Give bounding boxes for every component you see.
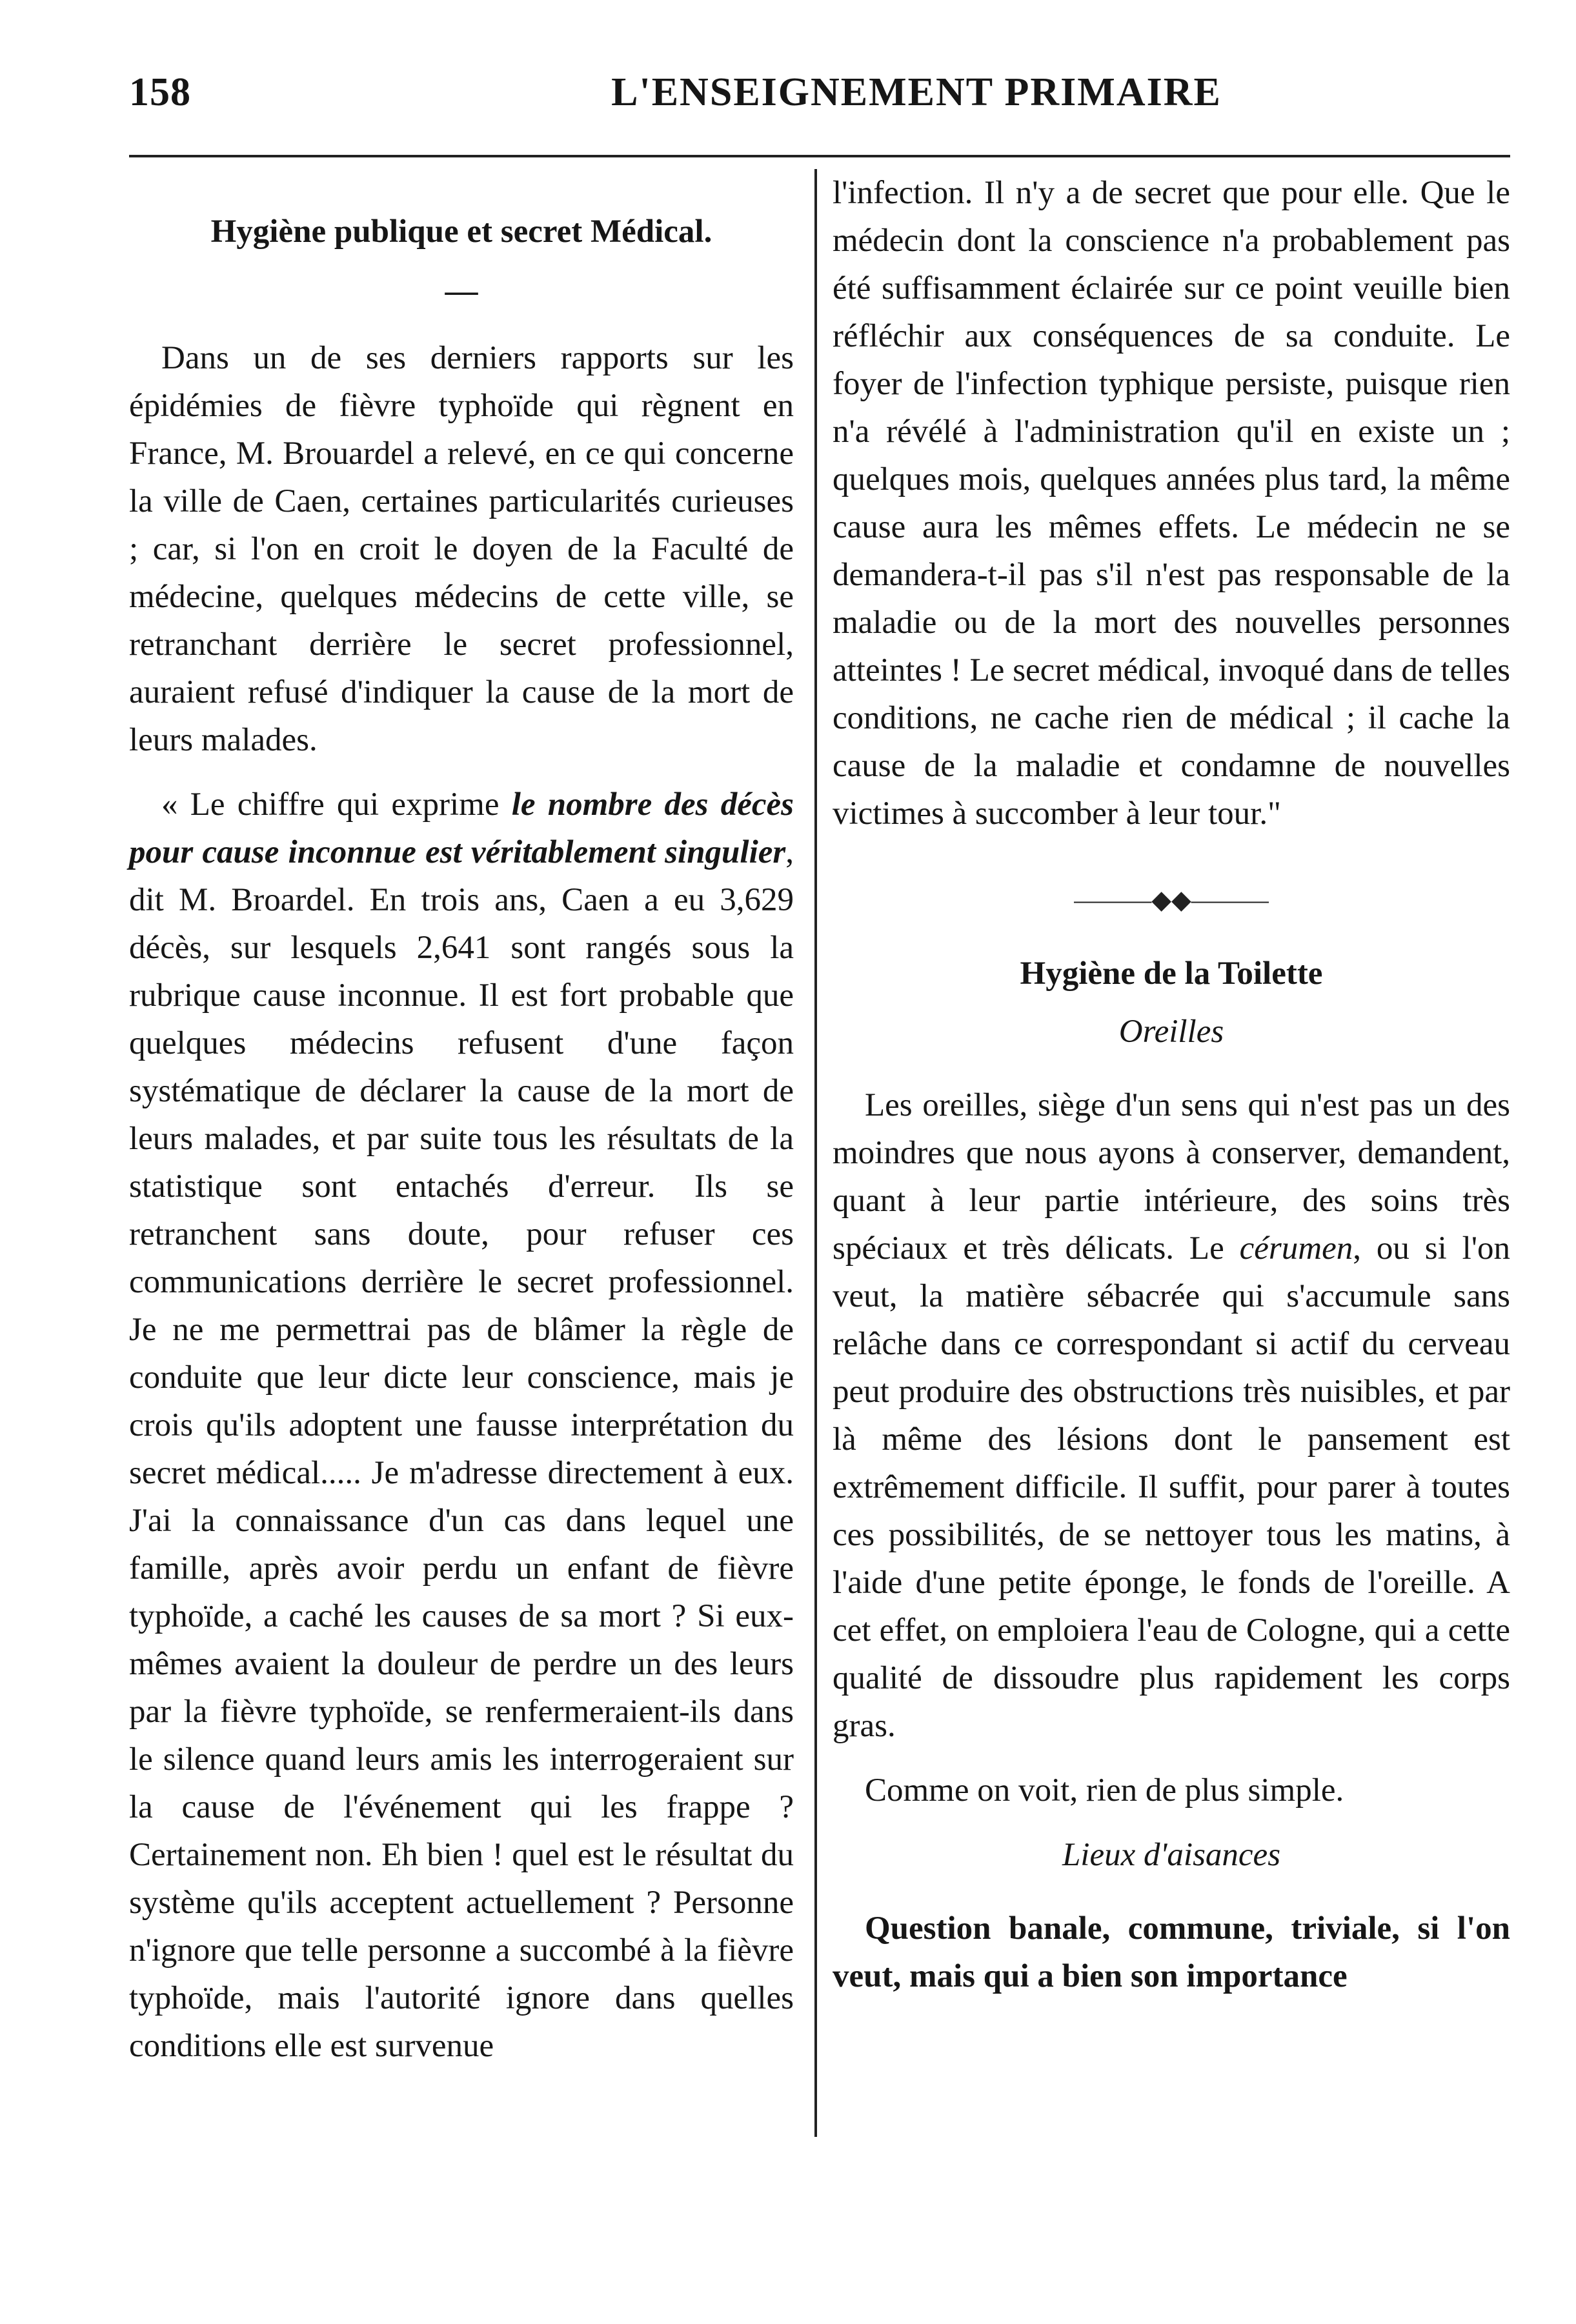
- left-column: [129, 169, 794, 2087]
- column-divider: [814, 169, 817, 2137]
- quote-italic: le nombre des décès pour cause inconnue est véritablement singulier: [129, 786, 794, 870]
- right-column: [833, 169, 1510, 2017]
- latrines-paragraph: Question banale, commune, triviale, si l'on veut, mais qui a bien son importance: [833, 1910, 1510, 1994]
- ears-paragraph: [833, 1081, 1510, 1750]
- simple-paragraph: Comme on voit, rien de plus simple.: [865, 1772, 1344, 1808]
- article-paragraph-quote: [129, 781, 794, 2070]
- article-title: Hygiène publique et secret Médical.: [210, 214, 712, 250]
- ears-rest: , ou si l'on veut, la matière sébacrée qui s'accumule sans relâche dans ce correspondant si actif du cerveau peut produire des obstructions très nuisibles, et par là même des lésions dont le pansement est extrêmement difficile. Il suffit, pour parer à toutes ces possibilités, de se nettoyer tous les matins, à l'aide d'une petite éponge, le fonds de l'oreille. A cet effet, on emploiera l'eau de Cologne, qui a cette qualité de dissoudre plus rapidement les corps gras.: [833, 1230, 1511, 1744]
- article-paragraph: Dans un de ses derniers rapports sur les épidémies de fièvre typhoïde qui règnent en France, M. Brouardel a relevé, en ce qui concerne la ville de Caen, certaines particularités curieuses ; car, si l'on en croit le doyen de la Faculté de médecine, quelques médecins de cette ville, se retranchant derrière le secret professionnel, auraient refusé d'indiquer la cause de la mort de leurs malades.: [129, 340, 794, 758]
- title-dash: —: [445, 273, 478, 309]
- ears-italic: cérumen: [1239, 1230, 1353, 1267]
- subtitle-latrines: Lieux d'aisances: [1062, 1837, 1281, 1873]
- section-ornament: ———◆◆———: [1074, 885, 1269, 914]
- page-number: 158: [129, 70, 191, 114]
- toilette-title: Hygiène de la Toilette: [1020, 956, 1323, 992]
- running-head: [129, 70, 1510, 128]
- article-paragraph-continued: l'infection. Il n'y a de secret que pour elle. Que le médecin dont la conscience n'a probablement pas été suffisamment éclairée sur ce point veuille bien réfléchir aux conséquences de sa conduite. Le foyer de l'infection typhique persiste, puisque rien n'a révélé à l'administration qu'il en existe un ; quelques mois, quelques années plus tard, la même cause aura les mêmes effets. Le médecin ne se demandera-t-il pas s'il n'est pas responsable de la maladie ou de la mort des nouvelles personnes atteintes ! Le secret médical, invoqué dans de telles conditions, ne cache rien de médical ; il cache la cause de la maladie et condamne de nouvelles victimes à succomber à leur tour.": [833, 175, 1510, 832]
- header-rule: [129, 155, 1510, 157]
- ears-lead: Les oreilles, siège d'un sens qui n'est pas un des moindres que nous ayons à conserver, demandent, quant à leur partie intérieure, des soins très spéciaux et très délicats. Le: [833, 1087, 1510, 1267]
- subtitle-ears: Oreilles: [1118, 1014, 1224, 1050]
- quote-rest: , dit M. Broardel. En trois ans, Caen a eu 3,629 décès, sur lesquels 2,641 sont rangés sous la rubrique cause inconnue. Il est fort probable que quelques médecins refusent d'une façon systématique de déclarer la cause de la mort de leurs malades, et par suite tous les résultats de la statistique sont entachés d'erreur. Ils se retranchent sans doute, pour refuser ces communications derrière le secret professionnel. Je ne me permettrai pas de blâmer la règle de conduite que leur dicte leur conscience, mais je crois qu'ils adoptent une fausse interprétation du secret médical..... Je m'adresse directement à eux. J'ai la connaissance d'un cas dans lequel une famille, après avoir perdu un enfant de fièvre typhoïde, a caché les causes de sa mort ? Si eux-mêmes avaient la douleur de perdre un des leurs par la fièvre typhoïde, se renfermeraient-ils dans le silence quand leurs amis les interrogeraient sur la cause de l'événement qui les frappe ? Certainement non. Eh bien ! quel est le résultat du système qu'ils acceptent actuellement ? Personne n'ignore que telle personne a succombé à la fièvre typhoïde, mais l'autorité ignore dans quelles conditions elle est survenue: [129, 834, 794, 2064]
- quote-lead: « Le chiffre qui exprime: [161, 786, 512, 823]
- journal-title: L'ENSEIGNEMENT PRIMAIRE: [611, 70, 1222, 114]
